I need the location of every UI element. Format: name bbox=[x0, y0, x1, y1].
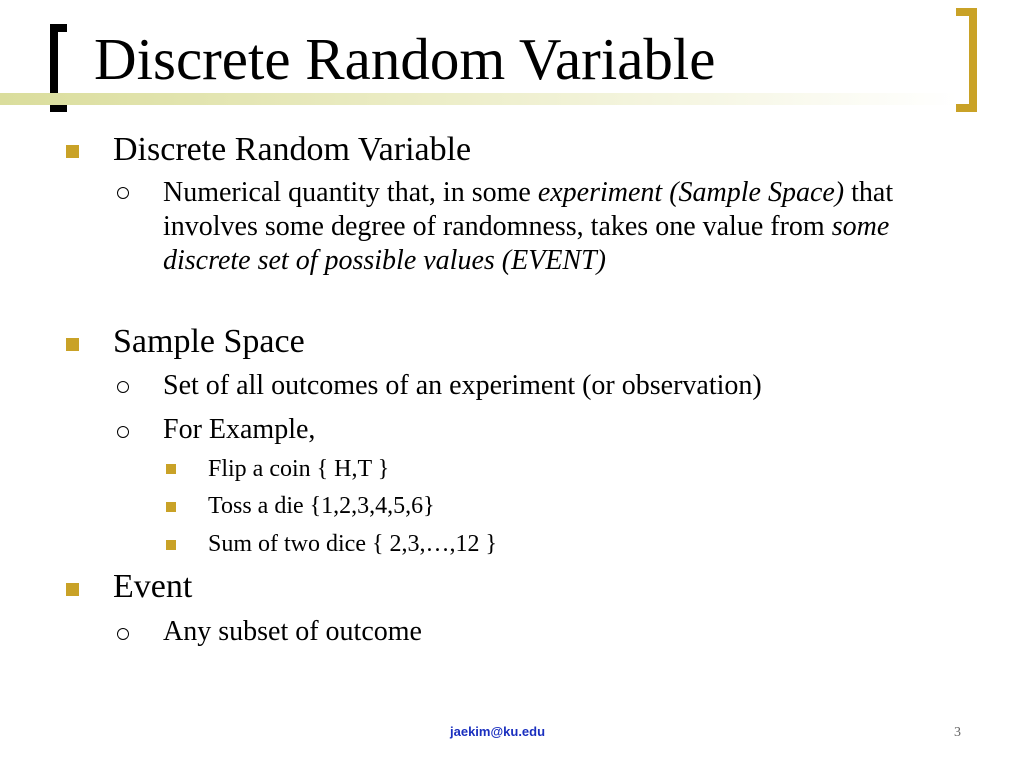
square-bullet-icon bbox=[66, 338, 79, 351]
definition-italic-1: experiment (Sample Space) bbox=[537, 177, 845, 208]
definition-paragraph bbox=[163, 176, 963, 278]
example-toss-die: Toss a die {1,2,3,4,5,6} bbox=[208, 493, 435, 519]
sub-bullet-set-of-outcomes: Set of all outcomes of an experiment (or observation) bbox=[163, 370, 762, 401]
circle-bullet-icon bbox=[117, 381, 129, 393]
example-sum-two-dice: Sum of two dice { 2,3,…,12 } bbox=[208, 531, 498, 557]
small-square-bullet-icon bbox=[166, 540, 176, 550]
circle-bullet-icon bbox=[117, 426, 129, 438]
square-bullet-icon bbox=[66, 145, 79, 158]
bullet-discrete-random-variable: Discrete Random Variable bbox=[113, 131, 472, 168]
bullet-sample-space: Sample Space bbox=[113, 323, 305, 360]
definition-text-2: that involves some degree of randomness, takes one value from bbox=[163, 177, 894, 242]
footer-email: jaekim@ku.edu bbox=[450, 724, 546, 739]
small-square-bullet-icon bbox=[166, 464, 176, 474]
circle-bullet-icon bbox=[117, 628, 129, 640]
definition-text-1: Numerical quantity that, in some bbox=[163, 177, 538, 208]
slide-title: Discrete Random Variable bbox=[94, 26, 716, 92]
sub-bullet-for-example: For Example, bbox=[163, 414, 316, 445]
page-number: 3 bbox=[954, 725, 961, 740]
example-flip-coin: Flip a coin { H,T } bbox=[208, 456, 390, 482]
circle-bullet-icon bbox=[117, 187, 129, 199]
small-square-bullet-icon bbox=[166, 502, 176, 512]
definition-italic-2: some discrete set of possible values (EVENT) bbox=[163, 211, 890, 276]
sub-bullet-any-subset: Any subset of outcome bbox=[163, 616, 422, 647]
bullet-event: Event bbox=[113, 568, 193, 605]
square-bullet-icon bbox=[66, 583, 79, 596]
